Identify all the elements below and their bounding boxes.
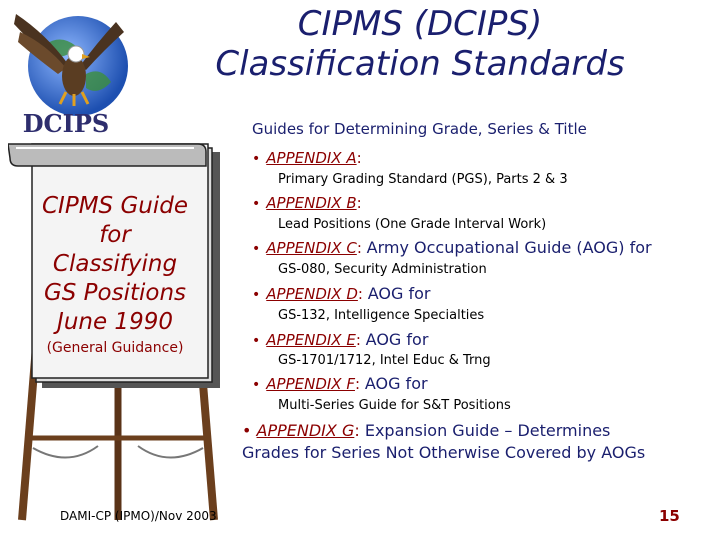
board-line2: for [99, 222, 131, 248]
logo-text: DCIPS [22, 109, 110, 138]
appendix-f-sep: : [354, 375, 361, 393]
appendix-b-sep: : [356, 194, 362, 212]
appendix-a-item [252, 149, 362, 167]
appendix-d-label: APPENDIX D [266, 285, 358, 303]
appendix-a-desc: Primary Grading Standard (PGS), Parts 2 & 3 [278, 172, 568, 187]
appendix-a-label: APPENDIX A [266, 149, 357, 167]
subtitle: Guides for Determining Grade, Series & Title [252, 120, 587, 138]
bullet: • [252, 151, 261, 167]
appendix-c-label: APPENDIX C [266, 239, 357, 257]
appendix-f-label: APPENDIX F [266, 375, 355, 393]
appendix-f-item [252, 374, 428, 393]
appendix-g-line2: Grades for Series Not Otherwise Covered by AOGs [242, 443, 646, 462]
appendix-d-item [252, 284, 430, 303]
appendix-d-text: AOG for [367, 284, 431, 303]
appendix-g-label: APPENDIX G [256, 421, 355, 440]
page-number: 15 [659, 507, 680, 525]
board-line4: GS Positions [43, 280, 187, 306]
bullet: • [252, 196, 261, 212]
appendix-e-text: AOG for [365, 330, 429, 349]
appendix-g-item [242, 420, 645, 464]
bullet: • [252, 377, 261, 393]
appendix-e-item [252, 330, 428, 349]
eagle-globe-icon [6, 4, 136, 138]
appendix-a-sep: : [356, 149, 362, 167]
appendix-c-desc: GS-080, Security Administration [278, 262, 487, 277]
appendix-d-sep: : [357, 285, 363, 303]
bullet: • [252, 287, 261, 303]
appendix-c-text: Army Occupational Guide (AOG) for [366, 238, 652, 257]
slide-title-line2: Classification Standards [215, 44, 625, 84]
appendix-b-desc: Lead Positions (One Grade Interval Work) [278, 217, 547, 232]
appendix-b-item [252, 194, 362, 212]
slide-title-line1: CIPMS (DCIPS) [297, 4, 543, 44]
appendix-e-desc: GS-1701/1712, Intel Educ & Trng [278, 353, 491, 368]
appendix-d-desc: GS-132, Intelligence Specialties [278, 308, 485, 323]
appendix-f-text: AOG for [364, 374, 428, 393]
appendix-g-text: Expansion Guide – Determines [364, 421, 611, 440]
appendix-e-label: APPENDIX E [266, 331, 356, 349]
bullet: • [252, 241, 261, 257]
appendix-b-label: APPENDIX B [266, 194, 357, 212]
appendix-e-sep: : [355, 331, 361, 349]
appendix-c-item [252, 238, 652, 257]
board-line6: (General Guidance) [46, 340, 184, 356]
bullet: • [242, 421, 252, 440]
footer-text: DAMI-CP (IPMO)/Nov 2003 [60, 509, 217, 523]
dcips-logo [6, 4, 136, 138]
board-line1: CIPMS Guide [41, 193, 188, 219]
appendix-f-desc: Multi-Series Guide for S&T Positions [278, 398, 511, 413]
appendix-c-sep: : [356, 239, 362, 257]
board-line5: June 1990 [57, 309, 173, 335]
board-line3: Classifying [52, 251, 178, 277]
bullet: • [252, 333, 261, 349]
appendix-g-sep: : [354, 421, 360, 440]
